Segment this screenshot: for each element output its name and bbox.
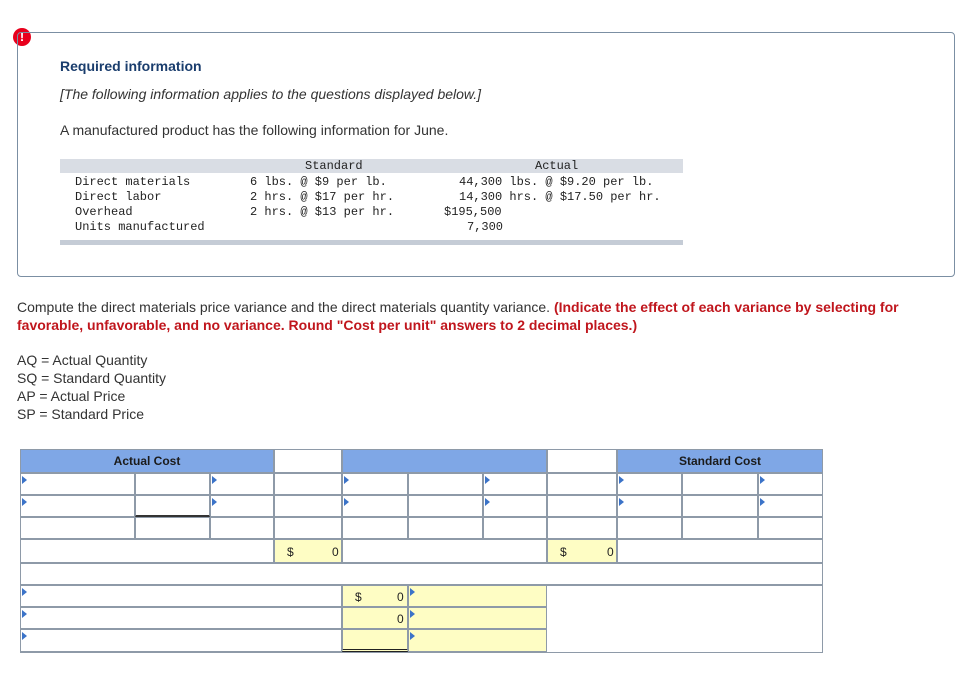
gap-cell-r2-1 <box>274 495 342 517</box>
actual-direct-materials: 44,300 lbs. @ $9.20 per lb. <box>459 175 654 189</box>
actual-label-select-4[interactable] <box>210 495 274 517</box>
dropdown-arrow-icon <box>760 476 765 484</box>
middle-header <box>342 449 547 473</box>
currency-symbol: $ <box>560 545 567 559</box>
question-main: Compute the direct materials price variance and the direct materials quantity variance. <box>17 299 551 315</box>
blank-cell <box>408 517 483 539</box>
total-variance-label-select[interactable] <box>20 629 342 652</box>
standard-label-select-3[interactable] <box>617 495 682 517</box>
standard-label-select-4[interactable] <box>758 495 823 517</box>
middle-value-input-1[interactable] <box>408 473 483 495</box>
currency-symbol: $ <box>287 545 294 559</box>
dropdown-arrow-icon <box>485 498 490 506</box>
dropdown-arrow-icon <box>619 498 624 506</box>
dropdown-arrow-icon <box>212 498 217 506</box>
actual-label-select-3[interactable] <box>20 495 135 517</box>
dropdown-arrow-icon <box>22 632 27 640</box>
gap-cell-r1-1 <box>274 473 342 495</box>
actual-total-spacer <box>20 539 274 563</box>
actual-value-input-1[interactable] <box>135 473 210 495</box>
blank-cell <box>210 517 274 539</box>
standard-cost-total-value: 0 <box>607 545 614 559</box>
dropdown-arrow-icon <box>410 588 415 596</box>
required-info-title: Required information <box>60 58 202 74</box>
dropdown-arrow-icon <box>410 632 415 640</box>
standard-label-select-2[interactable] <box>758 473 823 495</box>
total-variance-amount[interactable] <box>342 629 408 652</box>
blank-cell <box>682 517 758 539</box>
dropdown-arrow-icon <box>410 610 415 618</box>
standard-value-input-1[interactable] <box>682 473 758 495</box>
dropdown-arrow-icon <box>344 476 349 484</box>
standard-value-input-2[interactable] <box>682 495 758 517</box>
blank-cell <box>342 517 408 539</box>
middle-value-input-2[interactable] <box>408 495 483 517</box>
required-info-intro: A manufactured product has the following information for June. <box>60 122 449 138</box>
actual-overhead: $195,500 <box>444 205 502 219</box>
price-variance-label-select[interactable] <box>20 585 342 607</box>
legend-sq: SQ = Standard Quantity <box>17 370 167 386</box>
middle-label-select-3[interactable] <box>342 495 408 517</box>
blank-cell <box>20 517 135 539</box>
gap-cell-r1-2 <box>547 473 617 495</box>
actual-direct-labor: 14,300 hrs. @ $17.50 per hr. <box>459 190 661 204</box>
actual-label-select-1[interactable] <box>20 473 135 495</box>
col-header-standard: Standard <box>305 159 363 173</box>
blank-cell <box>547 517 617 539</box>
header-gap-1 <box>274 449 342 473</box>
actual-cost-total[interactable] <box>274 539 342 563</box>
actual-cost-total-value: 0 <box>332 545 339 559</box>
dropdown-arrow-icon <box>760 498 765 506</box>
actual-units-manufactured: 7,300 <box>467 220 504 234</box>
quantity-variance-effect-select[interactable] <box>408 607 547 629</box>
middle-label-select-4[interactable] <box>483 495 547 517</box>
currency-symbol: $ <box>355 590 362 604</box>
blank-cell <box>483 517 547 539</box>
blank-row <box>20 563 823 585</box>
dropdown-arrow-icon <box>22 498 27 506</box>
total-variance-effect-select[interactable] <box>408 629 547 652</box>
dropdown-arrow-icon <box>344 498 349 506</box>
legend-ap: AP = Actual Price <box>17 388 126 404</box>
middle-label-select-1[interactable] <box>342 473 408 495</box>
dropdown-arrow-icon <box>619 476 624 484</box>
product-table-header-band <box>60 159 683 173</box>
middle-label-select-2[interactable] <box>483 473 547 495</box>
legend-sp: SP = Standard Price <box>17 406 144 422</box>
quantity-variance-value: 0 <box>397 612 404 626</box>
price-variance-effect-select[interactable] <box>408 585 547 607</box>
required-info-note: [The following information applies to the questions displayed below.] <box>60 86 482 102</box>
col-header-actual: Actual <box>535 159 579 173</box>
blank-cell <box>758 517 823 539</box>
alert-icon: ! <box>13 28 31 46</box>
row-label-overhead: Overhead <box>75 205 133 219</box>
dropdown-arrow-icon <box>22 610 27 618</box>
standard-label-select-1[interactable] <box>617 473 682 495</box>
price-variance-value: 0 <box>397 590 404 604</box>
row-label-units-manufactured: Units manufactured <box>75 220 205 234</box>
standard-direct-materials: 6 lbs. @ $9 per lb. <box>250 175 387 189</box>
standard-cost-header: Standard Cost <box>617 449 823 473</box>
gap-cell-r2-2 <box>547 495 617 517</box>
blank-cell <box>617 517 682 539</box>
blank-cell <box>135 517 210 539</box>
quantity-variance-label-select[interactable] <box>20 607 342 629</box>
legend-aq: AQ = Actual Quantity <box>17 352 148 368</box>
question-text <box>17 298 917 334</box>
dropdown-arrow-icon <box>212 476 217 484</box>
dropdown-arrow-icon <box>22 588 27 596</box>
actual-label-select-2[interactable] <box>210 473 274 495</box>
standard-direct-labor: 2 hrs. @ $17 per hr. <box>250 190 395 204</box>
standard-total-spacer <box>617 539 823 563</box>
dropdown-arrow-icon <box>485 476 490 484</box>
header-gap-2 <box>547 449 617 473</box>
dropdown-arrow-icon <box>22 476 27 484</box>
standard-overhead: 2 hrs. @ $13 per hr. <box>250 205 395 219</box>
question-instruction: (Indicate the effect of each variance by selecting for favorable, unfavorable, and no variance. Round "Cost per unit" answers to 2 decimal places.) <box>17 299 899 333</box>
product-table-footer-band <box>60 240 683 245</box>
actual-value-input-2[interactable] <box>135 495 210 517</box>
blank-cell <box>274 517 342 539</box>
standard-cost-total[interactable] <box>547 539 617 563</box>
price-variance-amount[interactable] <box>342 585 408 607</box>
row-label-direct-labor: Direct labor <box>75 190 162 204</box>
middle-total-spacer <box>342 539 547 563</box>
quantity-variance-amount[interactable] <box>342 607 408 629</box>
row-label-direct-materials: Direct materials <box>75 175 191 189</box>
actual-cost-header: Actual Cost <box>20 449 274 473</box>
